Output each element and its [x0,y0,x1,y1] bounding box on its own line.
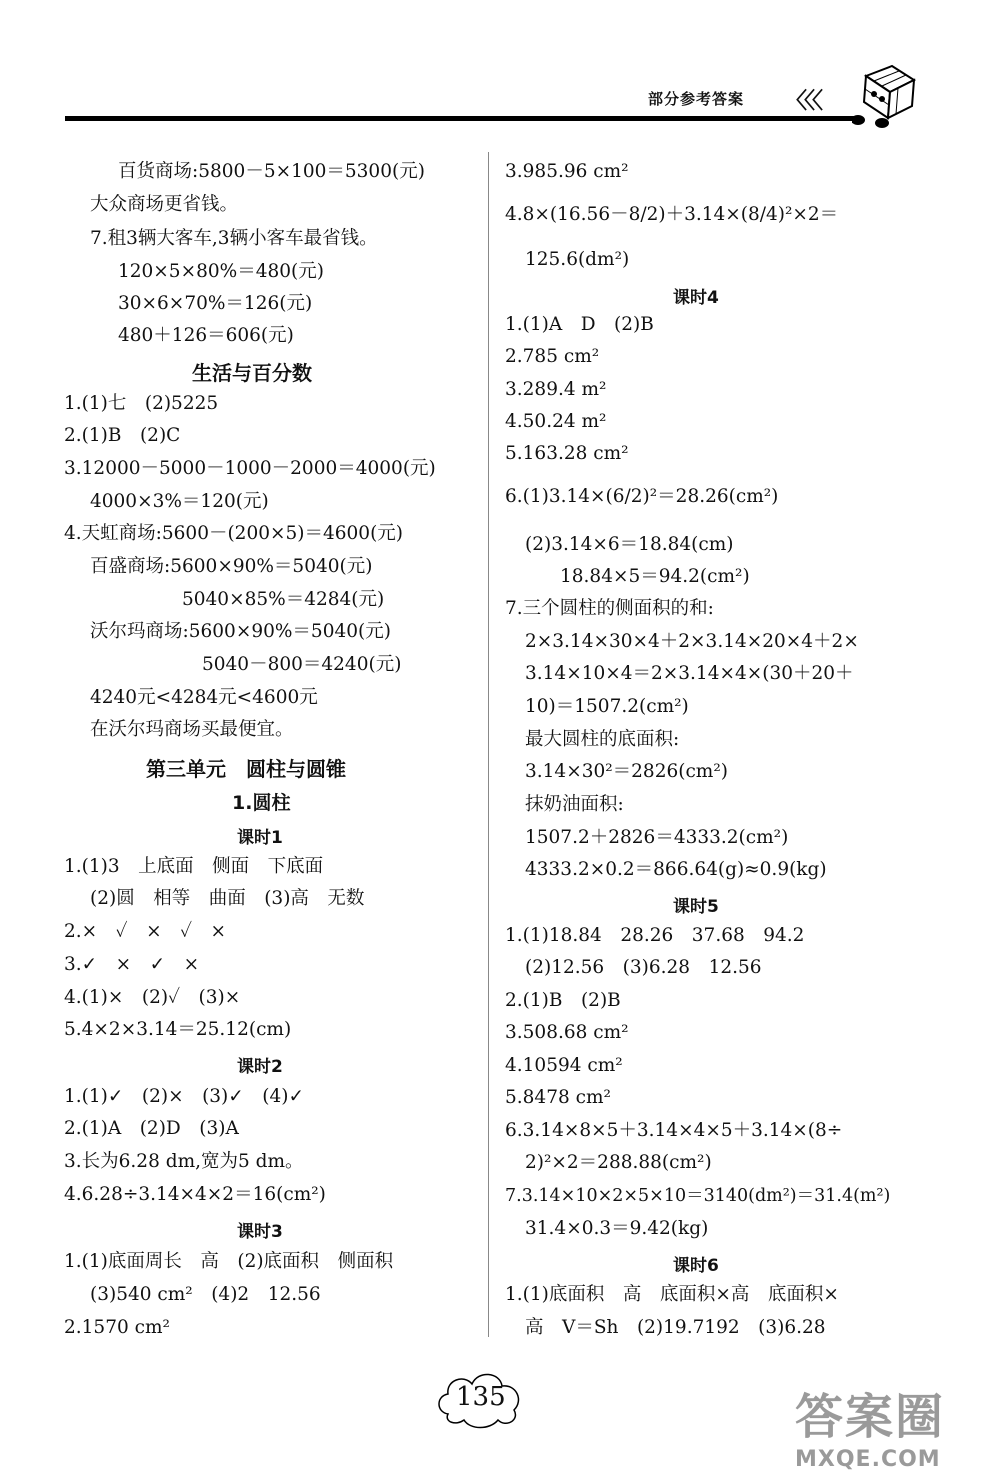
page-number: 135 [456,1382,506,1412]
answer-line: 30×6×70%＝126(元) [118,293,313,314]
answer-line: (2)12.56 (3)6.28 12.56 [525,957,762,978]
section-heading: 生活与百分数 [192,361,312,385]
answer-line: 5.163.28 cm² [505,443,629,464]
answer-line: 31.4×0.3＝9.42(kg) [525,1218,709,1239]
answer-line: 1.(1)3 上底面 侧面 下底面 [64,856,324,877]
answer-line: 2.(1)A (2)D (3)A [64,1118,239,1139]
unit-heading: 第三单元 圆柱与圆锥 [146,757,346,781]
answer-line: 2.× ✓ × ✓ × [64,921,227,942]
answer-line: 4.50.24 m² [505,411,607,432]
answer-line: 4000×3%＝120(元) [90,491,269,512]
answer-line: 最大圆柱的底面积: [525,729,680,750]
answer-line: 5040－800＝4240(元) [202,654,402,675]
watermark [795,1378,945,1472]
answer-line: 4.10594 cm² [505,1055,623,1076]
answer-line: 在沃尔玛商场买最便宜。 [90,719,294,740]
cube-mascot-icon [852,62,920,132]
answer-line: 高 V＝Sh (2)19.7192 (3)6.28 [525,1317,826,1338]
answer-line: 7.三个圆柱的侧面积的和: [505,598,714,619]
answer-line: 4.天虹商场:5600－(200×5)＝4600(元) [64,523,403,544]
answer-line: 5040×85%＝4284(元) [182,589,385,610]
answer-line: 1.(1)底面周长 高 (2)底面积 侧面积 [64,1251,394,1272]
watermark-text: 答案圈 [795,1389,946,1445]
watermark-url: MXQE.COM [795,1447,941,1472]
answer-line: (2)3.14×6＝18.84(cm) [525,534,734,555]
answer-line: 抹奶油面积: [525,794,624,815]
column-divider [488,152,489,1337]
lesson-heading: 课时4 [673,288,719,308]
answer-line: (2)圆 相等 曲面 (3)高 无数 [90,888,365,909]
answer-line: 2.(1)B (2)C [64,425,181,446]
answer-line: 2.785 cm² [505,346,600,367]
answer-line: 4240元<4284元<4600元 [90,687,318,708]
lesson-heading: 课时5 [673,897,719,917]
answer-line: 沃尔玛商场:5600×90%＝5040(元) [90,621,391,642]
lesson-heading: 课时6 [673,1256,719,1276]
answer-line: 1.(1)七 (2)5225 [64,393,219,414]
answer-line: 1.(1)18.84 28.26 37.68 94.2 [505,925,805,946]
answer-line: 3.长为6.28 dm,宽为5 dm。 [64,1151,304,1172]
answer-line: 3.12000－5000－1000－2000＝4000(元) [64,458,436,479]
lesson-heading: 课时2 [237,1057,283,1077]
chapter-heading: 1.圆柱 [232,792,291,814]
answer-line: 1507.2＋2826＝4333.2(cm²) [525,827,789,848]
header-title: 部分参考答案 [648,90,745,108]
answer-line: 18.84×5＝94.2(cm²) [560,566,750,587]
answer-line: 4.8×(16.56－8/2)＋3.14×(8/4)²×2＝ [505,204,839,225]
answer-line: 4333.2×0.2＝866.64(g)≈0.9(kg) [525,859,827,880]
answer-line: 3.✓ × ✓ × [64,954,200,975]
answer-line: 大众商场更省钱。 [90,194,239,215]
answer-line: 2)²×2＝288.88(cm²) [525,1152,712,1173]
answer-line: 5.4×2×3.14＝25.12(cm) [64,1019,292,1040]
lesson-heading: 课时3 [237,1222,283,1242]
answer-line: 4.6.28÷3.14×4×2＝16(cm²) [64,1184,326,1205]
header-rule [65,116,860,121]
header-arrows: 〈〈〈 [785,88,821,114]
answer-line: 2.1570 cm² [64,1317,170,1338]
answer-line: 3.985.96 cm² [505,161,629,182]
answer-line: 2.(1)B (2)B [505,990,621,1011]
answer-line: 5.8478 cm² [505,1087,611,1108]
answer-line: (3)540 cm² (4)2 12.56 [90,1284,321,1305]
answer-line: 2×3.14×30×4＋2×3.14×20×4＋2× [525,631,859,652]
answer-line: 6.3.14×8×5＋3.14×4×5＋3.14×(8÷ [505,1120,843,1141]
answer-line: 4.(1)× (2)✓ (3)× [64,987,241,1008]
answer-line: 480＋126＝606(元) [118,325,294,346]
answer-line: 10)＝1507.2(cm²) [525,696,689,717]
lesson-heading: 课时1 [237,828,283,848]
answer-line: 6.(1)3.14×(6/2)²＝28.26(cm²) [505,486,779,507]
answer-line: 3.14×30²＝2826(cm²) [525,761,728,782]
answer-line: 1.(1)底面积 高 底面积×高 底面积× [505,1284,839,1305]
answer-line: 3.14×10×4＝2×3.14×4×(30＋20＋ [525,663,854,684]
answer-line: 1.(1)A D (2)B [505,314,654,335]
answer-line: 7.租3辆大客车,3辆小客车最省钱。 [90,228,378,249]
answer-line: 百盛商场:5600×90%＝5040(元) [90,556,373,577]
answer-line: 120×5×80%＝480(元) [118,261,324,282]
answer-line: 3.508.68 cm² [505,1022,629,1043]
answer-line: 7.3.14×10×2×5×10＝3140(dm²)＝31.4(m²) [505,1186,891,1206]
answer-line: 1.(1)✓ (2)× (3)✓ (4)✓ [64,1086,304,1107]
answer-line: 百货商场:5800－5×100＝5300(元) [118,161,425,182]
answer-line: 125.6(dm²) [525,249,630,270]
answer-line: 3.289.4 m² [505,379,607,400]
